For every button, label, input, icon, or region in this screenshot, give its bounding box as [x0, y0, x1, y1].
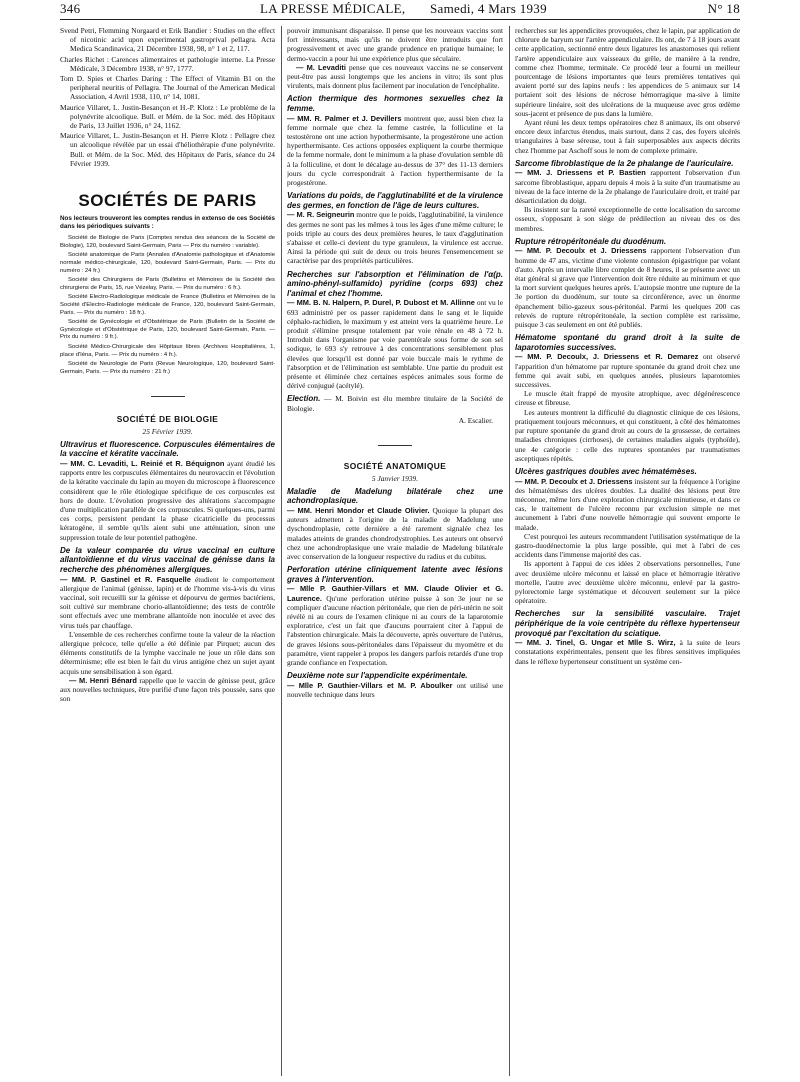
society-entry: Société de Neurologie de Paris (Revue Neurologique, 120, boulevard Saint-Germain, Paris. — Prix du numéro : 21 fr.)	[60, 361, 275, 375]
article-authors: — MM. P. Decoulx, J. Driessens et R. Demarez	[515, 352, 699, 362]
article-title: Recherches sur la sensibilité vasculaire. Trajet périphérique de la voie centripète du réflexe hypertenseur provoqué par l'excitation du sciatique.	[515, 609, 740, 638]
article-title: Action thermique des hormones sexuelles chez la femme.	[287, 94, 503, 114]
society-entry: Société Electro-Radiologique médicale de France (Bulletins et Mémoires de la Société d'Electro-Radiologie médicale de France, 120, boulevard Saint-Germain, Paris. — Prix du numéro : 18 fr.).	[60, 294, 275, 316]
article-body: étudient le comportement allergique de l'animal (génisse, lapin) et de l'homme vis-à-vis du virus vaccinal, soit recueilli sur la génisse et dépourvu de germes bactériens, soit cultivé sur membrane chorio-allantoïdienne; des tests de contrôle sont effectués avec une membrane allantoïde non inoculée et avec des virus tués par chauffage.	[60, 574, 275, 630]
article-authors: — MM. R. Palmer et J. Devillers	[287, 113, 402, 123]
article-authors: — MM. Henri Mondor et Claude Olivier.	[287, 506, 430, 516]
society-entry: Société de Biologie de Paris (Comptes rendus des séances de la Société de Biologie), 120, boulevard Saint-Germain, Paris — Prix du numéro : variable).	[60, 235, 275, 249]
readers-note: Nos lecteurs trouveront les comptes rendus in extenso de ces Sociétés dans les périodiques suivants :	[60, 215, 275, 231]
reference-item: Maurice Villaret, L. Justin-Besançon et H. Pierre Klotz : Pellagre chez un alcoolique révélée par un essai d'héliothérapie d'une polynévrite. Bull. et Mém. de la Soc. Méd. des Hôpitaux de Paris, séance du 24 Février 1939.	[60, 131, 275, 168]
article-title: De la valeur comparée du virus vaccinal en culture allantoïdienne et du virus vaccinal de génisse dans la recherche des phénomènes allergiques.	[60, 545, 275, 574]
column-2	[287, 26, 503, 1076]
running-header	[60, 0, 740, 18]
article-authors: — MM. P. Decoulx et J. Driessens	[515, 246, 647, 256]
society-entry: Société anatomique de Paris (Annales d'Anatomie pathologique et d'Anatomie normale médico-chirurgicale, 120, boulevard Saint-Germain, Paris. — Prix du numéro : 24 fr.)	[60, 252, 275, 274]
page-number: 346	[60, 1, 81, 16]
column-divider-2	[509, 26, 510, 1076]
article-body: ayant étudié les rapports entre les corpuscules élémentaires du neurovaccin et l'évolution de la kératite vaccinale du lapin au moyen du microscope à fluorescence considèrent que le rôle étiologique spécifique de ces corpuscules est hors de doute. L'évolution progressive des altérations s'accompagne d'une multiplication parallèle de ces corpuscules. Si quelques-uns, parmi ces corps, persistent pendant la phase cicatricielle du processus kératogène, il semble qu'ils aient subi une atténuation, sinon une suppression totale de leur potentiel pathogène.	[60, 458, 275, 542]
section-heading: SOCIÉTÉ DE BIOLOGIE	[116, 414, 219, 425]
article-body: Les auteurs montrent la difficulté du diagnostic clinique de ces lésions, pratiquement toujours méconnues, et qui constituent, à côté des hématomes par rupture spontanée du grand droit au cours de la grossesse, de certaines maladies chroniques (cirrhoses), de certaines maladies aiguës (typhoïde), une 4e catégorie : celle des ruptures spontanées par traumatismes asceptiques répétés.	[515, 407, 740, 463]
article-body: à la suite de leurs constatations expérimentales, pensent que les fibres sensitives impliquées dans le réflexe hypertenseur constituent un système cen-	[515, 638, 740, 666]
column-1	[60, 26, 275, 1076]
section-heading: SOCIÉTÉ ANATOMIQUE	[343, 461, 447, 472]
issue-number: N° 18	[707, 1, 740, 16]
reference-item: Svend Petri, Flemming Norgaard et Erik Bandier : Studies on the effect of nicotinic acid upon experimental gastroprival pellagra. Acta Medica Scandinavica, 21 Décembre 1938, 98, n° 1 et 2, 117.	[60, 26, 275, 54]
journal-title: LA PRESSE MÉDICALE,	[260, 1, 406, 16]
article-title: Sarcome fibroblastique de la 2e phalange de l'auriculaire.	[515, 158, 734, 168]
article-body: C'est pourquoi les auteurs recommandent l'utilisation systématique de la gastro-duodénectomie la plus large possible, qui met à l'abri de ces accidents dans l'immense majorité des cas.	[515, 531, 740, 560]
session-date: 25 Février 1939.	[142, 426, 193, 436]
article-body: pense que ces nouveaux vaccins ne se conservent peut-être pas aussi longtemps que les anciens in vitro; ils sont plus virulents, mais donnent plus facilement par inoculation de l'encéphalite.	[287, 62, 503, 91]
article-authors: — Mlle P. Gauthier-Villars et M. P. Aboulker	[287, 680, 453, 690]
article-body: rappelle que le vaccin de génisse peut, grâce aux nouvelles techniques, être purifié d'une façon très poussée, sans que son	[60, 675, 275, 704]
article-title: Deuxième note sur l'appendicite expérimentale.	[287, 671, 468, 681]
article-authors: — MM. P. Decoulx et J. Driessens	[515, 476, 633, 486]
article-body: insistent sur la fréquence à l'origine des hématémèses des ulcères doubles. La dualité des lésions peut être méconnue, même lors d'une exploration chirurgicale minutieuse, et dans ce cas, le traitement de l'ulcère reconnu par exclusion simple ne met aucunement à l'abri d'une nouvelle hémorragie qui souvent emporte le malade.	[515, 476, 740, 532]
reference-item: Charles Richet : Carences alimentaires et pathologie interne. La Presse Médicale, 3 Décembre 1938, n° 97, 1777.	[60, 54, 275, 73]
reference-item: Maurice Villaret, L. Justin-Besançon et H.-P. Klotz : Le problème de la polynévrite alcoolique. Bull. et Mém. de la Soc. méd. des Hôpitaux de Paris, 13 Juillet 1936, n° 24, 1162.	[60, 102, 275, 131]
article-title: Perforation utérine cliniquement latente avec lésions graves à l'intervention.	[287, 565, 503, 584]
article-body: ont observé l'apparition d'un hématome par rupture spontanée du grand droit chez une femme qui avait subi, en quelques années, plusieurs laparotomies successives.	[515, 352, 740, 390]
society-entry: Société des Chirurgiens de Paris (Bulletins et Mémoires de la Société des chirurgiens de Paris, 15, rue Vézelay, Paris. — Prix du numéro : 6 fr.).	[60, 277, 275, 291]
article-authors: — MM. P. Gastinel et R. Fasquelle	[60, 574, 191, 584]
article-body: — M. Boivin est élu membre titulaire de la Société de Biologie.	[287, 394, 503, 414]
article-authors: — MM. C. Levaditi, L. Reinié et R. Béquignon	[60, 458, 225, 468]
society-entry: Société de Gynécologie et d'Obstétrique de Paris (Bulletin de la Société de Gynécologie et d'Obstétrique de Paris, 120, boulevard Saint-Germain, Paris. — Prix du numéro : 9 fr.).	[60, 319, 275, 341]
article-body: L'ensemble de ces recherches confirme toute la valeur de la réaction allergique précoce, telle qu'elle a été définie par Pirquet; aucun des éléments constitutifs de la lymphe vaccinale ne joue un rôle dans son déterminisme; elle est bien le fait du virus antigène chez un sujet ayant acquis une sensibilisation à son égard.	[60, 629, 275, 676]
article-body: rapportent l'observation d'un homme de 47 ans, victime d'une violente contusion épigastrique par volant d'auto. Après un intervalle libre complet de 8 heures, il se présente avec un état général si grave que l'intervention doit être réduite au minimum et que la mort survient quelques heures après. L'autopsie montre une rupture de la 3e portion du duodénum, sur toute sa circonférence, avec un énorme épanchement bilio-gazeux sous-péritonéal. Parmi les quelques 200 cas relevés de rupture rétropéritonéale, la section complète est rarissime, puisque 3 cas seulement en ont été publiés.	[515, 246, 740, 330]
issue-date: Samedi, 4 Mars 1939	[430, 1, 547, 16]
article-body: Quoique la plupart des auteurs admettent à l'origine de la maladie de Madelung une dyschondroplasie, cette dernière a été rarement signalée chez les malades atteints de grandes chondrodystrophies. Les auteurs ont observé chez une achondroplasique une vraie maladie de Madelung bilatérale avec conservation de la longueur respective du radius et du cubitus.	[287, 506, 503, 562]
session-date: 5 Janvier 1939.	[371, 473, 419, 483]
article-body: pouvoir immunisant disparaisse. Il pense que les nouveaux vaccins sont fort intéressants, mais qu'ils ne doivent être introduits que fort progressivement et avec une grande prudence en pratique humaine; le dermo-vaccin a pour lui une expérience plus que séculaire.	[287, 26, 503, 63]
separator-rule	[378, 445, 412, 446]
article-body: Ils insistent sur la rareté exceptionnelle de cette localisation du sarcome osseux, s'opposant à son siège de prédilection au niveau des os des membres.	[515, 205, 740, 233]
article-authors: — M. Levaditi	[296, 62, 346, 72]
column-divider-1	[281, 26, 282, 1076]
article-title: Hématome spontané du grand droit à la suite de laparotomies successives.	[515, 333, 740, 352]
header-rule	[60, 19, 740, 20]
article-authors: — M. Henri Bénard	[69, 675, 137, 685]
article-body: montrent que, aussi bien chez la femme normale que chez la femme castrée, la folliculine et la testostérone ont une action hypothermisante, la progestérone une action hyperthermisante. Ces actions opposées expliquent la courbe thermique de la femme normale, dont le minimum a la phase d'ovulation semble dû à la folliculine, et dont le décalage au-dessus de 37° des 11-13 derniers jours du cycle correspondrait à l'action hyperthermisante de la progestérone.	[287, 113, 503, 188]
article-body: Ils apportent à l'appui de ces idées 2 observations personnelles, l'une avec deuxième ulcère méconnu et laissé en place et hémorragie itérative mortelle, l'autre avec deuxième ulcère méconnu, enlevé par la gastro-pylorectomie large systématique et découvert seulement sur la pièce opératoire.	[515, 559, 740, 606]
article-body: Ayant réuni les deux temps opératoires chez 8 animaux, ils ont observé encore deux infarctus étendus, mais surtout, dans 2 cas, des foyers ulcérés triangulaires à base séreuse, tout à fait superposables aux aspects décrits chez l'homme par Aschoff sous le nom de complexe primaire.	[515, 118, 740, 155]
article-body: Le muscle était frappé de myosite atrophique, avec dégénérescence cireuse et fibreuse.	[515, 389, 740, 408]
article-body: montre que le poids, l'agglutinabilité, la virulence des germes ne sont pas les mêmes à tous les âges d'une même culture; le poids triple au cours des deux premières heures, le taux d'agglutination s'abaisse et celle-ci devient du type granuleux, la virulence est accrue. Ainsi la période qui suit de deux ou trois heures l'ensemencement se caractérise par des propriétés particulières.	[287, 210, 503, 266]
separator-rule	[151, 396, 185, 397]
article-title: Ulcères gastriques doubles avec hématémèses.	[515, 466, 697, 476]
article-title: Rupture rétropéritonéale du duodénum.	[515, 236, 667, 246]
article-title: Variations du poids, de l'agglutinabilité et de la virulence des germes, en fonction de l'âge de leurs cultures.	[287, 191, 503, 210]
article-title: Ultravirus et fluorescence. Corpuscules élémentaires de la vaccine et kératite vaccinale.	[60, 439, 275, 459]
article-authors: — MM. J. Tinel, G. Ungar et Mlle S. Wirz,	[515, 638, 676, 648]
article-authors: — MM. J. Driessens et P. Bastien	[515, 168, 646, 178]
article-body: rapportent l'observation d'un sarcome fibroblastique, apparu depuis 4 mois à la suite d'un traumatisme au niveau de la face interne de la 2e phalange de l'auriculaire droit, et traité par désarticulation du doigt.	[515, 168, 740, 206]
article-title: Maladie de Madelung bilatérale chez une achondroplasique.	[287, 486, 503, 506]
society-entry: Société Médico-Chirurgicale des Hôpitaux libres (Archives Hospitalières, 1, place d'Iéna, Paris. — Prix du numéro : 4 fr.).	[60, 343, 275, 358]
reference-item: Tom D. Spies et Charles Daring : The Effect of Vitamin B1 on the peripheral neuritis of Pellagra. The Journal of the American Medical Association, 4 Avril 1938, 110, n° 14, 1081.	[60, 74, 275, 102]
column-3	[515, 26, 740, 1076]
article-body: Qu'une perforation utérine puisse à son 3e jour ne se compliquer d'aucune réaction péritonéale, que rien de péri-utérin ne soit révélé ni au cours de l'examen clinique ni au cours de la laparotomie exploratrice, c'est un fait que d'aucuns pourraient citer à l'appui de l'abstention chirurgicale. Mais la découverte, après ouverture de l'utérus, de graves lésions sous-péritonéales dans l'épaisseur du myomètre et du paramètre, vient rappeler à propos les dangers parfois retardés d'une trop grande confiance en l'expectation.	[287, 593, 503, 668]
article-authors: — M. R. Seigneurin	[287, 210, 355, 220]
signature: A. Escalier.	[458, 416, 493, 426]
article-body: ont vu le 693 administré per os passer rapidement dans le sang et le liquide céphalo-rachidien, le maximum y est atteint vers la quatrième heure. Le produit s'élimine presque totalement par voie rénale en 48 à 72 h. Introduit dans l'organisme par voie parentérale sous forme de son sel sodique, le 693 s'y retrouve à des concentrations sensiblement plus élevées que lorsqu'il est donné par voie buccale mais le rythme de l'absorption et de l'élimination est semblable. Une partie du produit est présente et éliminée chez certaines espèces animales sous forme de dérivé conjugué (acétylé).	[287, 298, 503, 391]
societies-title: SOCIÉTÉS DE PARIS	[78, 191, 257, 211]
article-title: Recherches sur l'absorption et l'élimination de l'α(p. amino-phényl-sulfamido) pyridine (corps 693) chez l'animal et chez l'homme.	[287, 269, 503, 298]
article-body: ont utilisé une nouvelle technique dans leurs	[287, 680, 503, 700]
article-authors: — MM. B. N. Halpern, P. Durel, P. Dubost et M. Allinne	[287, 298, 475, 308]
article-authors: — Mlle P. Gauthier-Villars et MM. Claude Olivier et G. Laurence.	[287, 584, 503, 603]
article-title: Election.	[287, 394, 321, 404]
article-body: recherches sur les appendicites provoquées, chez le lapin, par application de chlorure de baryum sur l'artère appendiculaire. Ils ont, de 7 à 18 jours avant cette application, sectionné entre deux ligatures les anastomoses qui relient l'artère appendiculaire aux vaisseaux du grêle, de manière à la rendre, comme chez l'homme, terminale. Ce procédé leur a fourni un meilleur pourcentage de lésions importantes que leurs premières tentatives qui avaient porté sur des lapins neufs : les appendices de 5 animaux sur 14 portaient soit des lésions de nécrose hémorragique ma-sive à limite supérieure linéaire, soit des ulcérations de la muqueuse avec gros œdème sous-jacent et présence de pus dans la lumière.	[515, 26, 740, 118]
